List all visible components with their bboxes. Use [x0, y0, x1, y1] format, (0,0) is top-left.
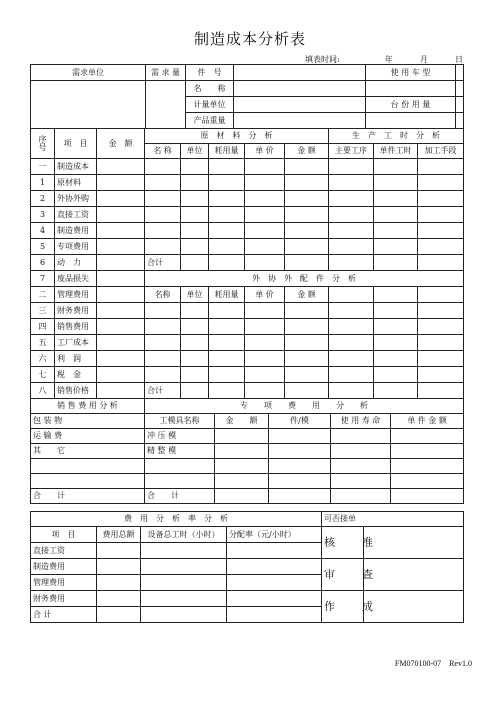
rate-item: 管理费用: [31, 575, 97, 591]
row-item: 销售费用: [55, 319, 97, 335]
rate-col-hours: 设备总工时（小时）: [141, 527, 227, 543]
sales-item: 其 它: [31, 444, 145, 459]
rate-approval-table: [30, 511, 464, 623]
rate-col-item: 项 目: [31, 527, 97, 543]
accept-order[interactable]: [322, 512, 464, 527]
row-seq: 5: [31, 239, 55, 255]
row-item: 废品损失: [55, 271, 97, 287]
out-col-name: 名称: [145, 287, 181, 303]
row-seq: 1: [31, 175, 55, 191]
special-col-life: 使 用 寿 命: [331, 414, 391, 429]
item-header: 项 目: [55, 129, 97, 159]
row-seq: 一: [31, 159, 55, 175]
demand-unit-field[interactable]: [31, 81, 146, 129]
prod-col-process: 主要工序: [329, 144, 374, 159]
annual-usage-field[interactable]: [456, 97, 464, 113]
annual-usage-label: 台 份 用 量: [366, 97, 456, 113]
part-no-label: 件 号: [186, 65, 234, 81]
special-title: 专 项 费 用 分 析: [145, 399, 464, 414]
row-item: 工厂成本: [55, 335, 97, 351]
row-item: 动 力: [55, 255, 97, 271]
form-code: FM070100-07 Rev1.0: [394, 659, 472, 668]
demand-qty-field[interactable]: [146, 81, 186, 129]
vehicle-model-value[interactable]: [366, 81, 456, 97]
row-seq: 2: [31, 191, 55, 207]
header-table: [30, 64, 464, 129]
rate-item: 合 计: [31, 607, 97, 623]
row-item: 税 金: [55, 367, 97, 383]
raw-col-unit: 单位: [181, 144, 209, 159]
row-seq: 四: [31, 319, 55, 335]
row-item: 原材料: [55, 175, 97, 191]
row-seq: 七: [31, 367, 55, 383]
rate-title: 费 用 分 析 率 分 析: [31, 512, 322, 527]
demand-qty-label: 需 求 量: [146, 65, 186, 81]
rate-item: 财务费用: [31, 591, 97, 607]
row-item: 利 润: [55, 351, 97, 367]
accept-order-label: 可否接单: [324, 514, 356, 523]
vehicle-model-field[interactable]: [456, 65, 464, 81]
sales-title: 销 售 费 用 分 析: [31, 399, 145, 414]
raw-col-amount: 金 额: [285, 144, 329, 159]
sales-item: 运 输 费: [31, 429, 145, 444]
amount-header: 金 额: [97, 129, 145, 159]
part-no-field[interactable]: [234, 65, 366, 81]
row-item: 外协外购: [55, 191, 97, 207]
row-seq: 二: [31, 287, 55, 303]
fill-date-label: 填表时间:: [305, 55, 340, 64]
outsource-subtotal-label: 合计: [145, 383, 181, 399]
raw-material-title: 原 材 料 分 析: [145, 129, 329, 144]
fill-date-year: 年: [384, 55, 393, 64]
out-col-unit: 单位: [181, 287, 209, 303]
name-label: 名 称: [186, 81, 234, 97]
rate-item: 制造费用: [31, 559, 97, 575]
row-seq: 7: [31, 271, 55, 287]
seq-header: 序 号: [31, 129, 55, 159]
prepare-label: 作 成: [322, 591, 364, 623]
approve-label: 核 准: [322, 527, 364, 559]
row-seq: 八: [31, 383, 55, 399]
product-weight-label: 产品重量: [186, 113, 234, 129]
out-col-amount: 金 额: [285, 287, 329, 303]
row-item: 销售价格: [55, 383, 97, 399]
prod-col-hours: 单件工时: [374, 144, 418, 159]
row-seq: 六: [31, 351, 55, 367]
rate-col-rate: 分配率（元/小时）: [227, 527, 322, 543]
rate-item: 直接工资: [31, 543, 97, 559]
prod-col-method: 加工手段: [418, 144, 464, 159]
row-item: 直接工资: [55, 207, 97, 223]
row-item: 制造费用: [55, 223, 97, 239]
special-col-per-mold: 件/模: [269, 414, 331, 429]
rate-col-total: 费用总额: [97, 527, 141, 543]
vehicle-model-label: 使 用 车 型: [366, 65, 456, 81]
raw-subtotal-label: 合计: [145, 255, 181, 271]
special-total-label: 合 计: [145, 489, 215, 504]
raw-col-price: 单 价: [245, 144, 285, 159]
row-seq: 6: [31, 255, 55, 271]
row-item: 财务费用: [55, 303, 97, 319]
product-weight-field[interactable]: [234, 113, 366, 129]
review-label: 审 查: [322, 559, 364, 591]
form-title: 制造成本分析表: [193, 30, 306, 48]
row-seq: 3: [31, 207, 55, 223]
outsource-title: 外 协 外 配 件 分 析: [145, 271, 464, 287]
row-seq: 4: [31, 223, 55, 239]
raw-col-usage: 耗用量: [209, 144, 245, 159]
special-item: 冲 压 模: [145, 429, 215, 444]
row-seq: 三: [31, 303, 55, 319]
fill-date-day: 日: [454, 55, 463, 64]
sales-item: 包 装 物: [31, 414, 145, 429]
special-col-name: 工模具名称: [145, 414, 215, 429]
production-hours-title: 生 产 工 时 分 析: [329, 129, 464, 144]
out-col-price: 单 价: [245, 287, 285, 303]
sales-total-label: 合 计: [31, 489, 145, 504]
sales-special-table: [30, 398, 464, 504]
special-item: 精 整 模: [145, 444, 215, 459]
fill-date-month: 月: [419, 55, 428, 64]
row-item: 制造成本: [55, 159, 97, 175]
special-col-unit-amount: 单 件 金 额: [391, 414, 464, 429]
raw-col-name: 名 称: [145, 144, 181, 159]
row-item: 管理费用: [55, 287, 97, 303]
unit-label: 计量单位: [186, 97, 234, 113]
demand-unit-label: 需求单位: [31, 65, 146, 81]
cost-analysis-table: [30, 128, 464, 399]
unit-field[interactable]: [234, 97, 366, 113]
special-col-amount: 金 额: [215, 414, 269, 429]
row-seq: 五: [31, 335, 55, 351]
row-item: 专项费用: [55, 239, 97, 255]
name-field[interactable]: [234, 81, 366, 97]
out-col-usage: 耗用量: [209, 287, 245, 303]
